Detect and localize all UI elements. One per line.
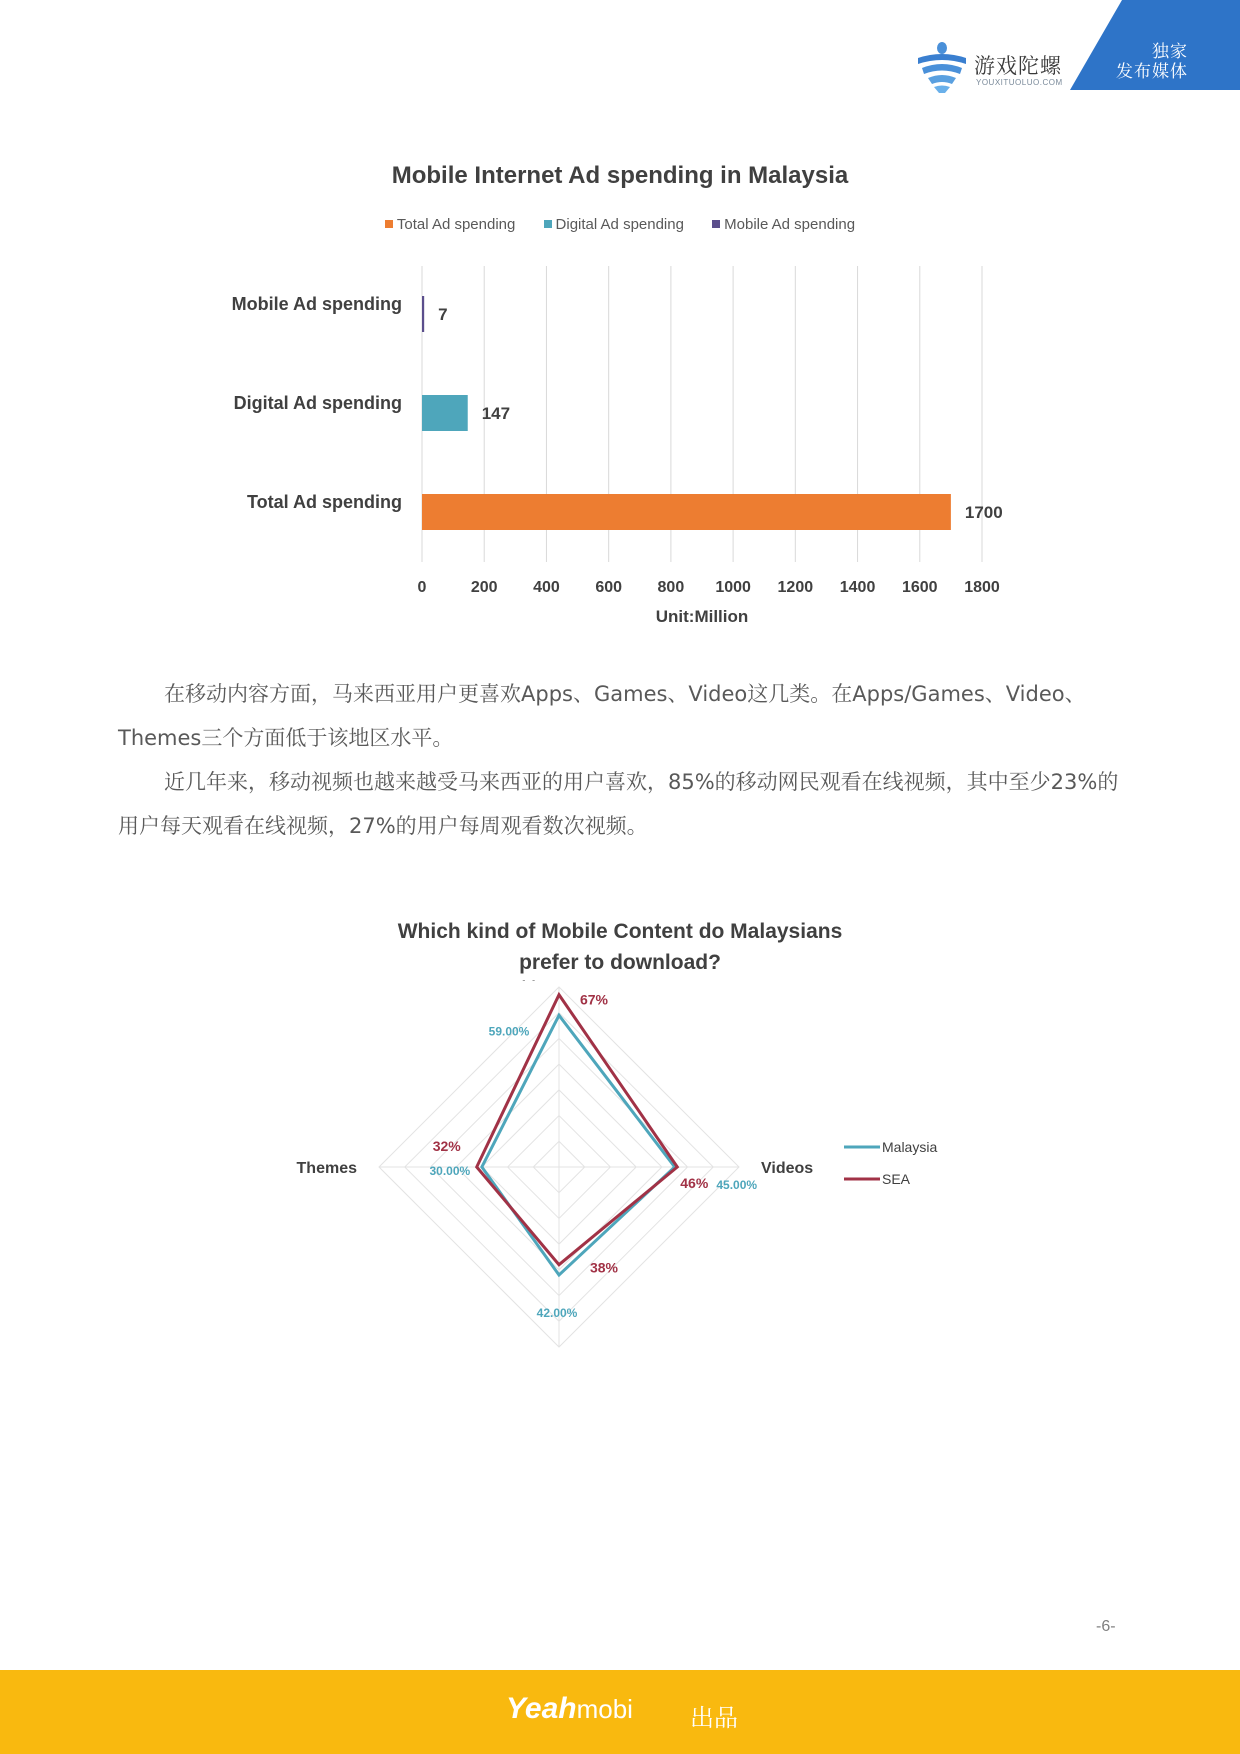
- x-tick-label: 0: [417, 579, 427, 596]
- bar-value-label: 147: [481, 404, 511, 423]
- bar-total-ad-spending: [422, 494, 951, 530]
- x-tick-label: 400: [533, 579, 560, 596]
- radar-series-malaysia: [482, 1015, 675, 1275]
- bar-digital-ad-spending: [422, 395, 468, 431]
- made-by-label: 出品: [690, 1704, 738, 1732]
- chart2-title: [0, 916, 1240, 978]
- brand-main: Yeah: [506, 1692, 577, 1725]
- radar-axis-label: Videos: [761, 1160, 814, 1177]
- y-category-label: Digital Ad spending: [233, 393, 402, 413]
- paragraph-content-preference: 在移动内容方面，马来西亚用户更喜欢Apps、Games、Video这几类。在Apps/Games、Video、Themes三个方面低于该地区水平。: [118, 682, 1086, 750]
- legend-item-total: [385, 216, 515, 233]
- legend-item-mobile: [712, 216, 855, 233]
- page-number: -6-: [1096, 1618, 1116, 1635]
- badge-line-2: 发布媒体: [1116, 62, 1188, 82]
- radar-data-label: 45.00%: [716, 1178, 758, 1192]
- x-tick-label: 1200: [777, 579, 814, 596]
- x-axis-title: Unit:Million: [655, 607, 749, 626]
- brand-logo: [506, 1692, 633, 1726]
- x-tick-label: 1000: [715, 579, 751, 596]
- chart1-plot: [0, 240, 1240, 630]
- site-logo: [912, 40, 1062, 96]
- x-tick-label: 1600: [901, 579, 938, 596]
- legend-label-mobile: Mobile Ad spending: [724, 216, 856, 233]
- radar-data-label: 38%: [589, 1259, 619, 1276]
- radar-axis-label: Themes: [296, 1160, 357, 1177]
- legend-swatch-digital: [544, 220, 552, 228]
- logo-text: 游戏陀螺: [974, 54, 1062, 78]
- badge-line-1: 独家: [1152, 42, 1188, 62]
- bar-value-label: 1700: [964, 503, 1003, 522]
- x-tick-label: 200: [470, 579, 498, 596]
- radar-data-label: 42.00%: [536, 1306, 578, 1320]
- radar-data-label: 30.00%: [429, 1164, 471, 1178]
- x-tick-label: 1800: [964, 579, 1000, 596]
- logo-subtext: YOUXITUOLUO.COM: [976, 78, 1063, 87]
- bar-mobile-ad-spending: [422, 296, 424, 332]
- y-category-label: Total Ad spending: [247, 492, 402, 512]
- legend-label-malaysia: Malaysia: [882, 1139, 938, 1155]
- x-tick-label: 600: [595, 579, 623, 596]
- logo-icon: [912, 40, 972, 96]
- x-tick-label: 800: [657, 579, 685, 596]
- bar-value-label: 7: [438, 305, 448, 324]
- legend-swatch-total: [385, 220, 393, 228]
- chart1-legend: [0, 216, 1240, 233]
- radar-axis-label: [510, 980, 608, 981]
- legend-label-total: Total Ad spending: [396, 216, 516, 233]
- brand-tail: mobi: [576, 1694, 633, 1724]
- radar-data-label: 46%: [680, 1175, 709, 1191]
- legend-label-sea: SEA: [882, 1171, 911, 1187]
- legend-label-digital: Digital Ad spending: [555, 216, 684, 233]
- x-tick-label: 1400: [839, 579, 876, 596]
- radar-data-label: 32%: [432, 1138, 461, 1154]
- footer-bar: [0, 1670, 1240, 1754]
- radar-data-label: 67%: [579, 991, 609, 1008]
- badge-text: [1116, 42, 1188, 82]
- paragraph-video-usage: 近几年来，移动视频也越来越受马来西亚的用户喜欢，85%的移动网民观看在线视频，其中至少23%的用户每天观看在线视频，27%的用户每周观看数次视频。: [118, 770, 1119, 838]
- legend-swatch-mobile: [712, 220, 720, 228]
- chart2-title-line-2: prefer to download?: [519, 951, 721, 974]
- radar-data-label: 59.00%: [488, 1024, 530, 1039]
- chart1-title: Mobile Internet Ad spending in Malaysia: [391, 162, 849, 189]
- y-category-label: Mobile Ad spending: [231, 294, 402, 314]
- legend-item-digital: [544, 216, 684, 233]
- chart2-title-line-1: Which kind of Mobile Content do Malaysians: [397, 920, 843, 943]
- chart2-plot: [0, 980, 1240, 1350]
